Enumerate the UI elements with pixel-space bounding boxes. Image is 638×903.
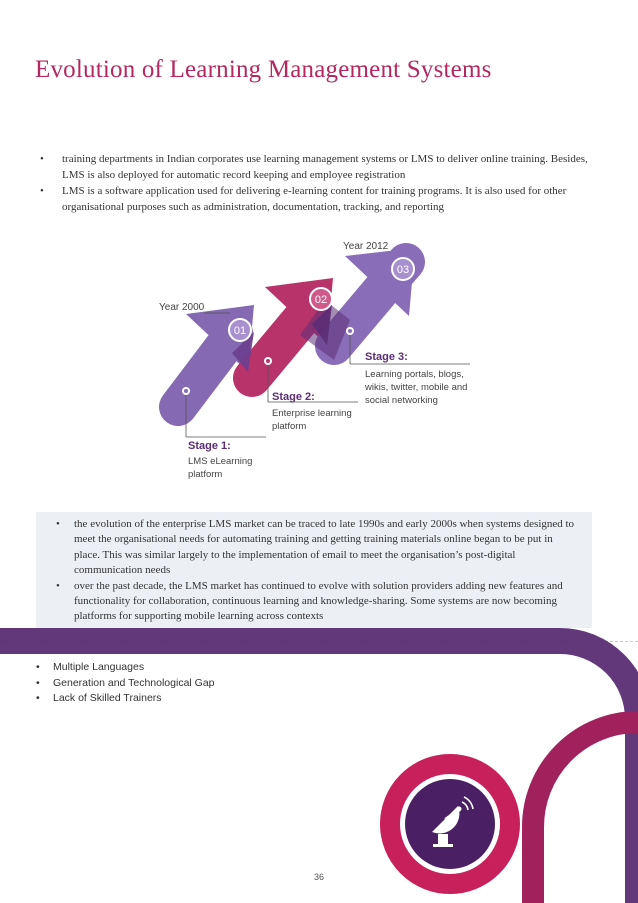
bullet-glyph: • xyxy=(36,692,40,704)
section-divider xyxy=(0,641,638,642)
page-number: 36 xyxy=(313,872,324,882)
stage-1-desc-line2: platform xyxy=(188,469,223,480)
page-title: Evolution of Learning Management Systems xyxy=(35,56,492,83)
stage-2-title: Stage 2: xyxy=(272,391,315,403)
intro-bullet-list xyxy=(40,151,600,215)
stage-2-badge xyxy=(310,288,332,310)
challenge-text: Multiple Languages xyxy=(53,661,145,673)
stage-2-desc-line2: platform xyxy=(272,421,307,432)
bullet-glyph: • xyxy=(36,676,40,689)
box-bullet-text: the evolution of the enterprise LMS market can be traced to late 1990s and early 2000s when systems designed to meet the organisational needs for automating training and getting training materials online began to be put in place. This was similar largely to the implementation of email to meet the organisation’s post-digital communication needs xyxy=(74,518,575,577)
challenge-text: Lack of Skilled Trainers xyxy=(53,692,162,704)
list-item xyxy=(36,691,215,707)
challenge-text: Generation and Technological Gap xyxy=(53,676,215,689)
satellite-dish-icon xyxy=(432,797,473,847)
bullet-glyph: • xyxy=(40,185,44,197)
list-item xyxy=(56,517,576,579)
year-2000-label: Year 2000 xyxy=(159,302,205,313)
stage-1-desc-line1: LMS eLearning xyxy=(188,456,253,467)
stage-1-title: Stage 1: xyxy=(188,440,231,452)
year-2012-label: Year 2012 xyxy=(343,241,389,252)
list-item xyxy=(36,660,215,676)
bullet-glyph: • xyxy=(36,661,40,673)
stage-3-number: 03 xyxy=(396,264,410,276)
stage-3-title: Stage 3: xyxy=(365,351,408,363)
stage-3-desc-line3: social networking xyxy=(365,395,438,406)
challenges-list xyxy=(36,660,215,707)
list-item xyxy=(56,579,576,625)
intro-bullet-text: training departments in Indian corporates use learning management systems or LMS to deliver online training. Besides, LMS is also deployed for automatic record keeping and employee registration xyxy=(62,153,588,181)
stage-2-desc-line1: Enterprise learning xyxy=(272,408,352,419)
lms-stages-infographic xyxy=(0,230,638,500)
bullet-glyph: • xyxy=(40,153,44,165)
bullet-glyph: • xyxy=(56,579,60,592)
lms-market-box xyxy=(36,512,592,628)
list-item xyxy=(36,676,215,692)
bullet-glyph: • xyxy=(56,518,60,530)
intro-bullet-text: LMS is a software application used for delivering e-learning content for training programs. It is also used for other organisational purposes such as administration, documentation, tracking, and reporting xyxy=(62,185,567,213)
stage-1-number: 01 xyxy=(233,325,247,337)
box-bullet-text: over the past decade, the LMS market has continued to evolve with solution providers adding new features and functionality for collaboration, continuous learning and knowledge-sharing. Some systems are now becoming platforms for supporting mobile learning across contexts xyxy=(74,579,563,623)
stage-2-number: 02 xyxy=(314,294,328,306)
stage-1-badge xyxy=(229,319,251,341)
list-item xyxy=(40,151,600,183)
stage-3-desc-line2: wikis, twitter, mobile and xyxy=(365,382,468,393)
list-item xyxy=(40,183,600,215)
stage-3-badge xyxy=(392,258,414,280)
stage-3-desc-line1: Learning portals, blogs, xyxy=(365,369,464,380)
